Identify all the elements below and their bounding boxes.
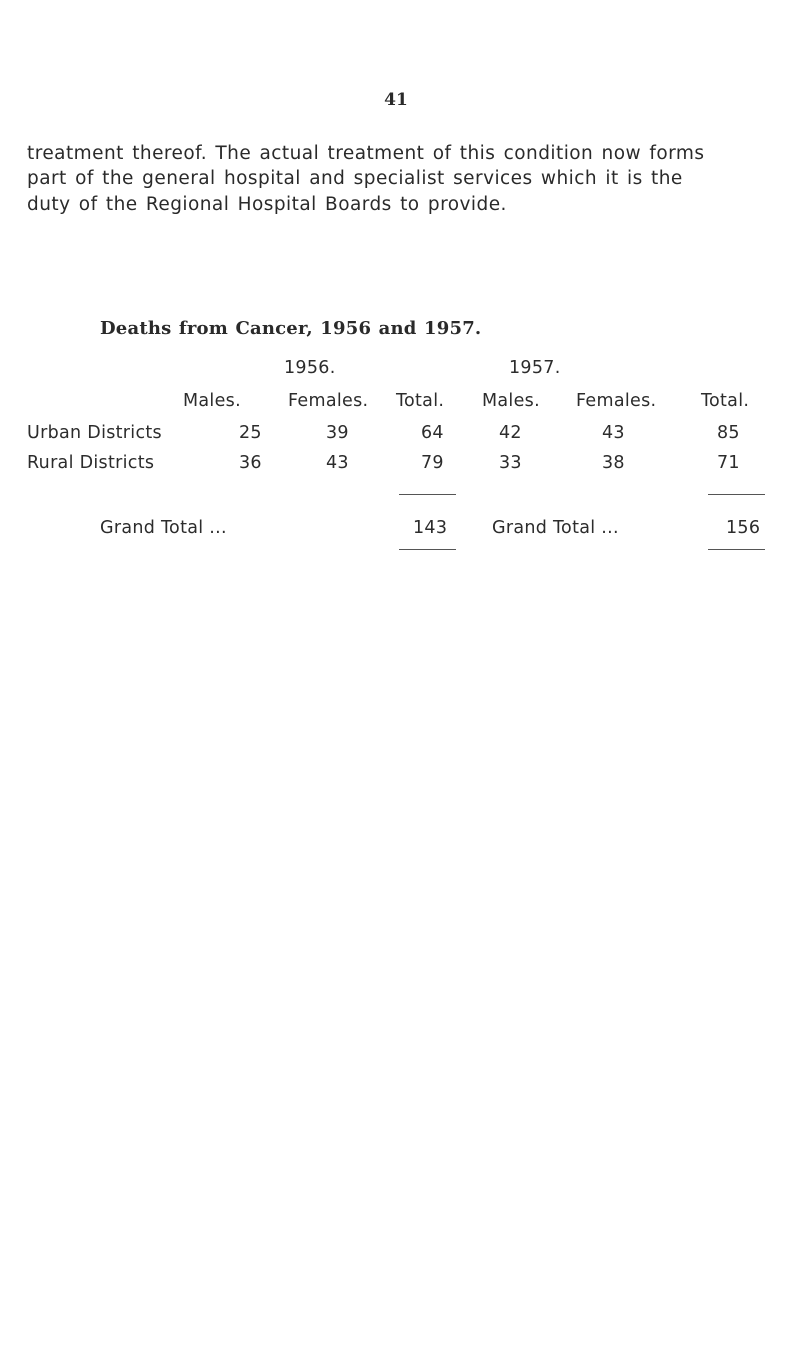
cell-males-1956: 25 (239, 423, 262, 443)
year-1957-header: 1957. (509, 358, 561, 378)
header-total-1956: Total. (396, 391, 445, 411)
cell-females-1957: 38 (602, 453, 625, 473)
grand-total-1956: 143 (413, 518, 448, 538)
cell-females-1957: 43 (602, 423, 625, 443)
header-females-1957: Females. (576, 391, 657, 411)
paragraph-line-1: treatment thereof. The actual treatment of this condition now forms (27, 143, 705, 164)
year-1956-header: 1956. (284, 358, 336, 378)
cell-total-1956: 64 (421, 423, 444, 443)
total-rule-1957-bottom (708, 549, 765, 550)
total-rule-1956-bottom (399, 549, 456, 550)
total-rule-1957-top (708, 494, 765, 495)
cell-males-1957: 33 (499, 453, 522, 473)
header-females-1956: Females. (288, 391, 369, 411)
cell-males-1957: 42 (499, 423, 522, 443)
total-rule-1956-top (399, 494, 456, 495)
grand-total-label-1957: Grand Total ... (492, 518, 619, 538)
paragraph-line-3: duty of the Regional Hospital Boards to provide. (27, 194, 507, 215)
cell-total-1956: 79 (421, 453, 444, 473)
grand-total-1957: 156 (726, 518, 761, 538)
page-number: 41 (384, 90, 408, 110)
row-label: Rural Districts (27, 453, 155, 473)
header-males-1957: Males. (482, 391, 540, 411)
header-total-1957: Total. (701, 391, 750, 411)
cell-females-1956: 43 (326, 453, 349, 473)
cell-females-1956: 39 (326, 423, 349, 443)
table-title: Deaths from Cancer, 1956 and 1957. (100, 318, 482, 339)
row-label: Urban Districts (27, 423, 162, 443)
paragraph-line-2: part of the general hospital and specialist services which it is the (27, 168, 683, 189)
cell-males-1956: 36 (239, 453, 262, 473)
grand-total-label-1956: Grand Total ... (100, 518, 227, 538)
cell-total-1957: 71 (717, 453, 740, 473)
header-males-1956: Males. (183, 391, 241, 411)
cell-total-1957: 85 (717, 423, 740, 443)
